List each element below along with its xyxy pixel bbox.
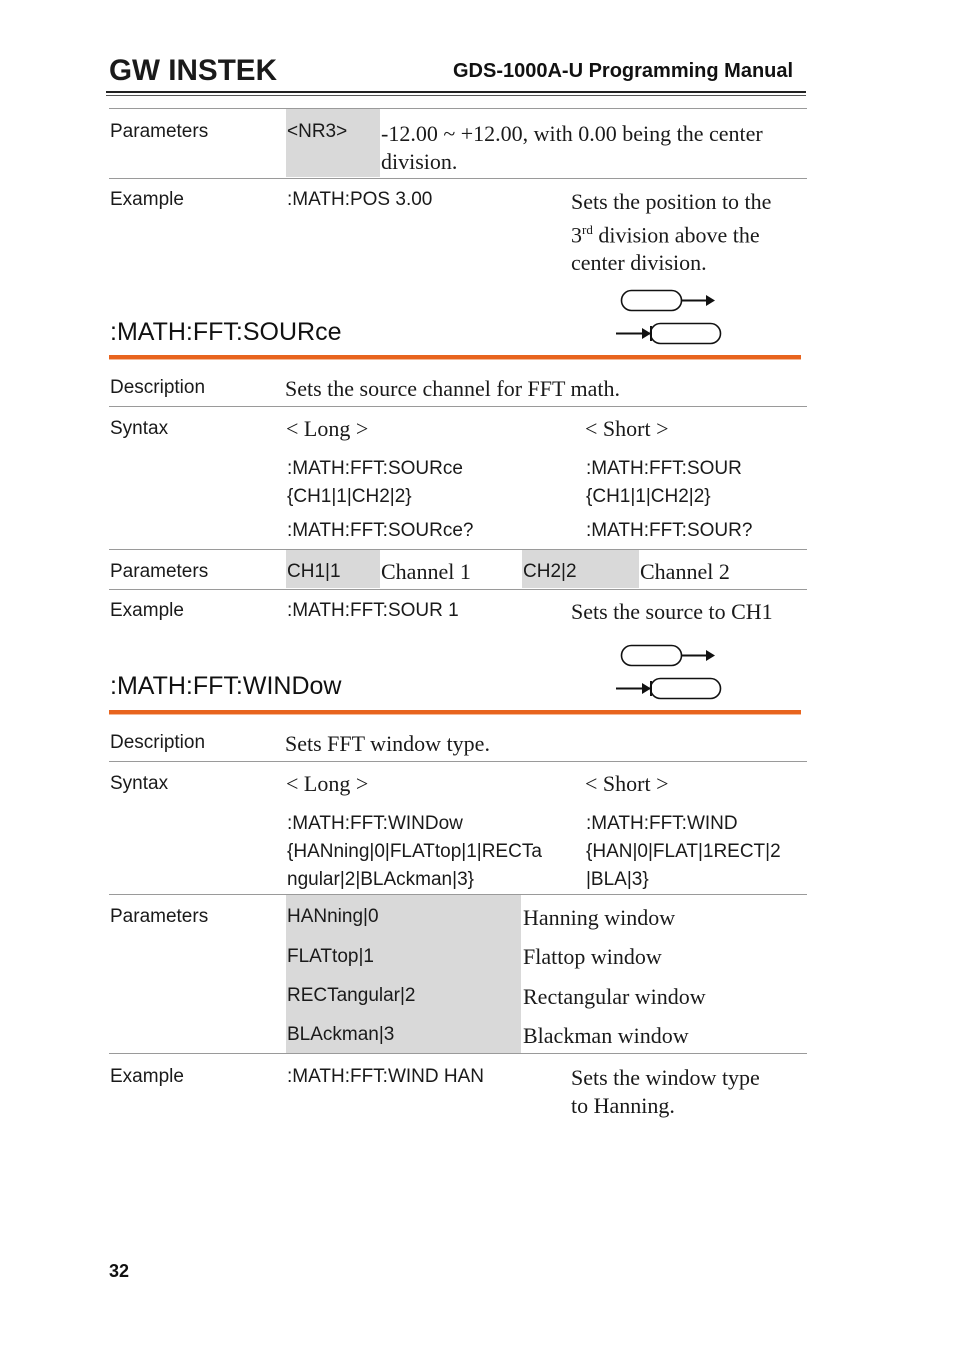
pos-example-desc: Sets the position to the 3rd division above the center division. — [571, 189, 772, 276]
window-param-name: BLAckman|3 — [287, 1024, 395, 1045]
set-query-icon — [614, 643, 724, 703]
source-example-desc: Sets the source to CH1 — [571, 599, 773, 624]
window-syntax-label: Syntax — [110, 773, 169, 794]
source-description-label: Description — [110, 377, 206, 398]
source-example-command: :MATH:FFT:SOUR 1 — [287, 600, 459, 621]
source-example-label: Example — [110, 600, 184, 621]
source-short-query: :MATH:FFT:SOUR? — [586, 520, 753, 541]
window-section-title: :MATH:FFT:WINDow — [110, 672, 342, 700]
pos-param-desc: -12.00 ~ +12.00, with 0.00 being the center division. — [381, 121, 763, 174]
window-param-desc: Rectangular window — [523, 984, 706, 1009]
pos-parameters-label: Parameters — [110, 121, 209, 142]
source-short-set: :MATH:FFT:SOUR {CH1|1|CH2|2} — [586, 458, 742, 507]
pos-example-command: :MATH:POS 3.00 — [287, 189, 433, 210]
source-param-ch1: CH1|1 — [287, 561, 341, 582]
source-parameters-label: Parameters — [110, 561, 209, 582]
divider — [109, 1053, 807, 1054]
source-syntax-label: Syntax — [110, 418, 169, 439]
window-long-header: < Long > — [286, 771, 369, 796]
window-param-name: HANning|0 — [287, 906, 379, 927]
window-parameters-label: Parameters — [110, 906, 209, 927]
window-description: Sets FFT window type. — [285, 731, 490, 756]
manual-title: GDS-1000A-U Programming Manual — [453, 60, 794, 82]
header-rule — [106, 91, 806, 93]
window-param-desc: Hanning window — [523, 905, 676, 930]
window-long-syntax: :MATH:FFT:WINDow {HANning|0|FLATtop|1|RECTa ngular|2|BLAckman|3} — [287, 813, 542, 890]
window-example-label: Example — [110, 1066, 184, 1087]
divider — [109, 549, 807, 550]
divider — [109, 178, 807, 179]
window-param-name: FLATtop|1 — [287, 946, 374, 967]
divider — [109, 108, 807, 109]
window-example-command: :MATH:FFT:WIND HAN — [287, 1066, 485, 1087]
source-description: Sets the source channel for FFT math. — [285, 376, 621, 401]
window-example-desc: Sets the window type to Hanning. — [571, 1065, 760, 1118]
source-short-header: < Short > — [585, 416, 669, 441]
source-param-ch1-desc: Channel 1 — [381, 559, 471, 584]
window-section-rule — [109, 710, 801, 714]
param-shade — [286, 109, 380, 177]
header-rule-thin — [106, 95, 806, 96]
source-long-query: :MATH:FFT:SOURce? — [287, 520, 474, 541]
window-param-desc: Flattop window — [523, 944, 662, 969]
source-long-set: :MATH:FFT:SOURce {CH1|1|CH2|2} — [287, 458, 463, 507]
window-short-syntax: :MATH:FFT:WIND {HAN|0|FLAT|1RECT|2 |BLA|3} — [586, 813, 781, 890]
source-section-title: :MATH:FFT:SOURce — [110, 318, 342, 346]
window-param-desc: Blackman window — [523, 1023, 689, 1048]
window-description-label: Description — [110, 732, 206, 753]
source-section-rule — [109, 355, 801, 359]
page-number: 32 — [109, 1261, 130, 1281]
brand-logo-text: GW INSTEK — [109, 56, 278, 82]
divider — [109, 589, 807, 590]
pos-param-type: <NR3> — [287, 121, 348, 142]
pos-example-label: Example — [110, 189, 184, 210]
source-param-ch2-desc: Channel 2 — [640, 559, 730, 584]
source-param-ch2: CH2|2 — [523, 561, 577, 582]
window-param-name: RECTangular|2 — [287, 985, 416, 1006]
divider — [109, 406, 807, 407]
set-query-icon — [614, 288, 724, 348]
divider — [109, 761, 807, 762]
brand-logo — [109, 56, 279, 82]
window-short-header: < Short > — [585, 771, 669, 796]
source-long-header: < Long > — [286, 416, 369, 441]
